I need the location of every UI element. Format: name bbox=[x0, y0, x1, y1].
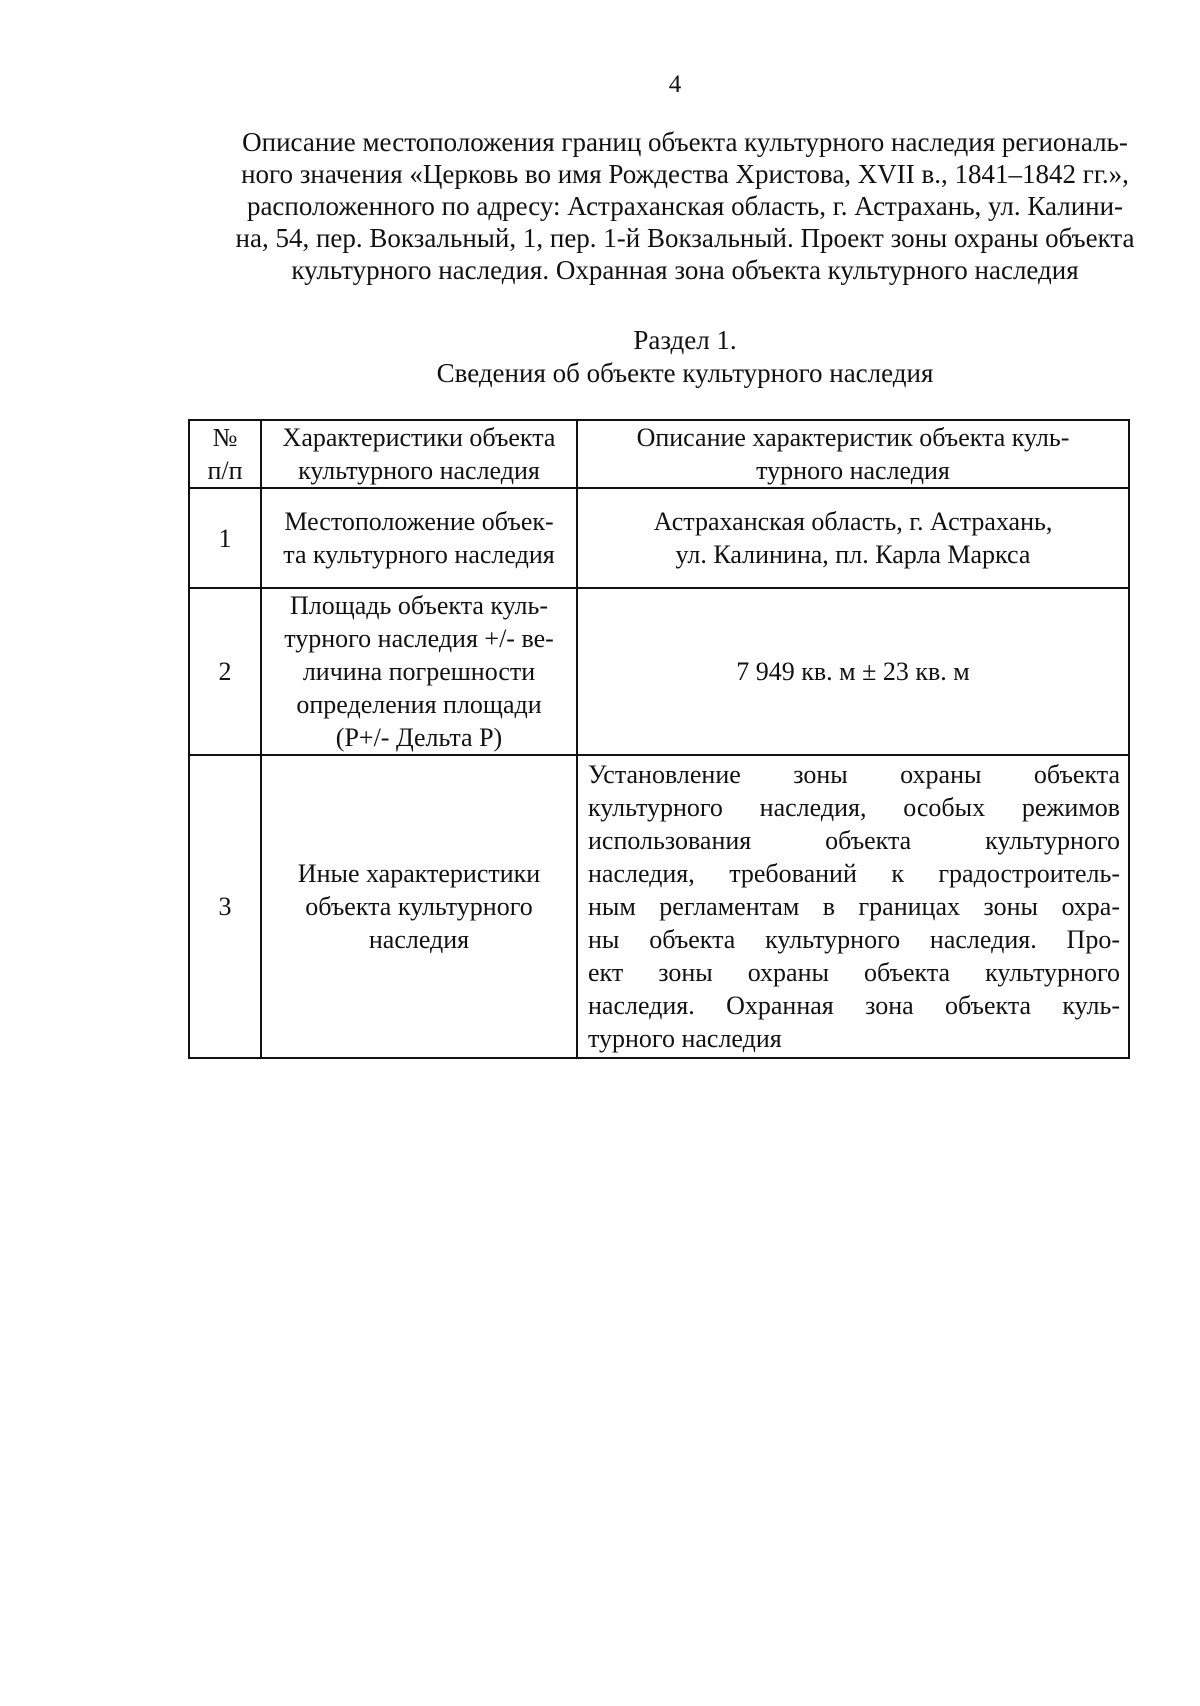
cell-line: личина погрешности bbox=[302, 657, 536, 686]
description-cell bbox=[577, 588, 1129, 755]
title-line: расположенного по адресу: Астраханская область, г. Астрахань, ул. Калини- bbox=[246, 191, 1124, 221]
cell-line: 7 949 кв. м ± 23 кв. м bbox=[736, 657, 970, 686]
page-number: 4 bbox=[668, 71, 682, 98]
table-row bbox=[189, 488, 1129, 588]
section-title: Сведения об объекте культурного наследия bbox=[436, 358, 934, 388]
cell-line: ул. Калинина, пл. Карла Маркса bbox=[675, 540, 1031, 569]
section-label: Раздел 1. bbox=[633, 325, 737, 355]
table-row bbox=[189, 755, 1129, 1058]
characteristic-cell bbox=[261, 588, 577, 755]
cell-line: культурного наследия, особых режимов bbox=[588, 793, 1120, 822]
header-description-line: турного наследия bbox=[756, 456, 950, 485]
cell-line: Астраханская область, г. Астрахань, bbox=[653, 507, 1053, 536]
header-characteristic bbox=[261, 420, 577, 488]
title-line: культурного наследия. Охранная зона объекта культурного наследия bbox=[291, 255, 1079, 285]
header-characteristic-line: культурного наследия bbox=[298, 456, 540, 485]
cell-line: ект зоны охраны объекта культурного bbox=[588, 958, 1120, 987]
title-line: на, 54, пер. Вокзальный, 1, пер. 1-й Вокзальный. Проект зоны охраны объекта bbox=[235, 223, 1135, 253]
title-line: ного значения «Церковь во имя Рождества Христова, XVII в., 1841–1842 гг.», bbox=[241, 159, 1129, 189]
title-line: Описание местоположения границ объекта культурного наследия региональ- bbox=[242, 127, 1128, 157]
header-num-line: № bbox=[212, 423, 238, 452]
section-heading bbox=[205, 324, 1165, 390]
cell-line: Площадь объекта куль- bbox=[289, 591, 549, 620]
cell-line: наследия. Охранная зона объекта куль- bbox=[588, 991, 1120, 1020]
row-num-cell: 2 bbox=[189, 588, 261, 755]
row-num-cell: 3 bbox=[189, 755, 261, 1058]
header-num bbox=[189, 420, 261, 488]
cell-line: та культурного наследия bbox=[283, 540, 555, 569]
description-cell bbox=[577, 488, 1129, 588]
cell-line: турного наследия bbox=[588, 1024, 782, 1053]
header-description-line: Описание характеристик объекта куль- bbox=[636, 423, 1070, 452]
table-header-row bbox=[189, 420, 1129, 488]
cell-line: наследия, требований к градостроитель- bbox=[588, 859, 1120, 888]
cell-line: объекта культурного bbox=[305, 892, 533, 921]
characteristic-cell bbox=[261, 755, 577, 1058]
cell-line: Установление зоны охраны объекта bbox=[588, 760, 1120, 789]
description-cell bbox=[577, 755, 1129, 1058]
row-num-cell: 1 bbox=[189, 488, 261, 588]
characteristic-cell bbox=[261, 488, 577, 588]
header-description bbox=[577, 420, 1129, 488]
cell-line: наследия bbox=[368, 925, 470, 954]
heritage-info-table bbox=[188, 419, 1130, 1059]
cell-line: Местоположение объек- bbox=[284, 507, 554, 536]
header-characteristic-line: Характеристики объекта bbox=[282, 423, 556, 452]
cell-line: использования объекта культурного bbox=[588, 826, 1120, 855]
header-num-line: п/п bbox=[207, 456, 243, 485]
cell-line: ны объекта культурного наследия. Про- bbox=[588, 925, 1120, 954]
cell-line: ным регламентам в границах зоны охра- bbox=[588, 892, 1120, 921]
cell-line: турного наследия +/- ве- bbox=[284, 624, 554, 653]
cell-line: определения площади bbox=[296, 690, 542, 719]
document-title bbox=[205, 126, 1165, 286]
table-row bbox=[189, 588, 1129, 755]
cell-line: Иные характеристики bbox=[297, 859, 541, 888]
cell-line: (Р+/- Дельта Р) bbox=[335, 723, 503, 752]
